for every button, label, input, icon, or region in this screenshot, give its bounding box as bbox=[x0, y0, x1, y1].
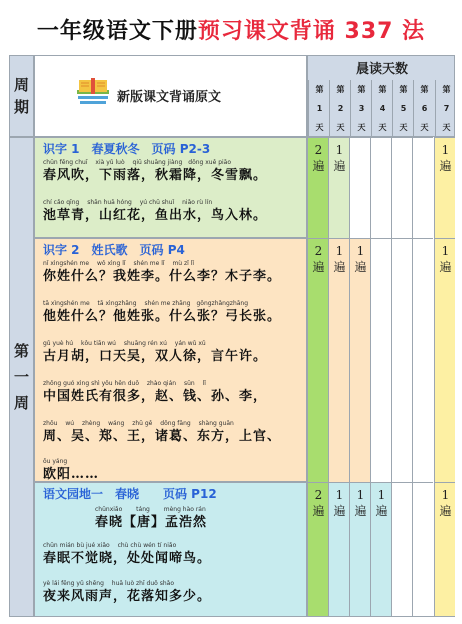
pinyin-line: chūn mián bù jué xiǎo chù chù wén tí niǎo bbox=[43, 542, 177, 549]
days-header-title: 晨读天数 bbox=[355, 62, 408, 77]
week-header bbox=[9, 55, 34, 137]
lesson-heading: 识字 2 姓氏歌 页码 P4 bbox=[43, 243, 185, 257]
day-2-cell bbox=[328, 137, 349, 238]
day-header-3-part: 天 bbox=[357, 123, 366, 132]
day-header-1-part: 1 bbox=[316, 104, 323, 113]
week-one-label bbox=[9, 137, 34, 617]
day-2-cell bbox=[328, 482, 349, 617]
text-line bbox=[43, 541, 211, 567]
lesson-heading: 识字 1 春夏秋冬 页码 P2-3 bbox=[43, 142, 211, 156]
day-header-6-part: 天 bbox=[420, 123, 429, 132]
day-header-7-part: 第 bbox=[442, 85, 451, 94]
pinyin-line: tā xìngshén me tā xìngzhāng shén me zhāng gōngzhǎngzhāng bbox=[43, 300, 249, 307]
text-line bbox=[43, 299, 281, 325]
text-column-title: 新版课文背诵原文 bbox=[117, 90, 222, 105]
text-line bbox=[43, 339, 267, 365]
repeat-count: 1 遍 bbox=[439, 244, 452, 274]
pinyin-line: ōu yáng bbox=[43, 458, 68, 465]
day-header-2-part: 2 bbox=[337, 104, 344, 113]
day-header-1 bbox=[308, 80, 330, 138]
day-7-cell bbox=[434, 238, 455, 482]
day-5-cell bbox=[391, 482, 412, 617]
day-2-cell bbox=[328, 238, 349, 482]
day-header-3-part: 3 bbox=[358, 104, 365, 113]
repeat-count: 1 遍 bbox=[333, 488, 346, 518]
hanzi-line: 池草青，山红花，鱼出水，鸟入林。 bbox=[43, 208, 268, 223]
text-line bbox=[43, 419, 281, 445]
day-3-cell bbox=[349, 482, 370, 617]
title-part1: 一年级语文下册 bbox=[36, 19, 198, 44]
week-header-char-1: 周 bbox=[13, 76, 29, 94]
day-header-7 bbox=[435, 80, 457, 138]
day-6-cell bbox=[412, 482, 433, 617]
day-3-cell bbox=[349, 137, 370, 238]
repeat-count: 1 遍 bbox=[439, 143, 452, 173]
title-part2: 预习课文背诵 337 法 bbox=[197, 19, 426, 44]
text-line bbox=[43, 379, 267, 405]
repeat-count: 2 遍 bbox=[312, 488, 325, 518]
day-header-5-part: 5 bbox=[400, 104, 407, 113]
pinyin-line: chūn fēng chuī xià yǔ luò qiū shuāng jiàng dōng xuě piāo bbox=[43, 159, 232, 166]
repeat-count: 2 遍 bbox=[312, 143, 325, 173]
schedule-table bbox=[9, 55, 455, 617]
pinyin-line: zhōu wú zhèng wáng zhū gě dōng fāng shàng guān bbox=[43, 420, 234, 427]
hanzi-line: 夜来风雨声，花落知多少。 bbox=[43, 589, 212, 604]
day-header-6-part: 6 bbox=[421, 104, 428, 113]
text-line bbox=[43, 259, 281, 285]
repeat-count: 1 遍 bbox=[333, 143, 346, 173]
day-header-3-part: 第 bbox=[357, 85, 366, 94]
day-3-cell bbox=[349, 238, 370, 482]
days-header bbox=[307, 55, 455, 137]
day-header-4 bbox=[371, 80, 393, 138]
repeat-count: 1 遍 bbox=[333, 244, 346, 274]
repeat-count: 2 遍 bbox=[312, 244, 325, 274]
lesson-block bbox=[34, 238, 307, 482]
day-4-cell bbox=[370, 482, 391, 617]
day-header-5 bbox=[392, 80, 414, 138]
day-header-6 bbox=[413, 80, 435, 138]
day-header-4-part: 4 bbox=[379, 104, 386, 113]
pinyin-line: zhōng guó xìng shì yǒu hěn duō zhào qián sūn lǐ bbox=[43, 380, 206, 387]
day-header-4-part: 第 bbox=[378, 85, 387, 94]
day-5-cell bbox=[391, 238, 412, 482]
pinyin-line: nǐ xìngshén me wǒ xìng lǐ shén me lǐ mù zǐ lǐ bbox=[43, 260, 195, 267]
day-header-2-part: 第 bbox=[336, 85, 345, 94]
lesson-heading: 语文园地一 春晓 页码 P12 bbox=[43, 487, 217, 501]
day-7-cell bbox=[434, 482, 455, 617]
text-line bbox=[43, 579, 211, 605]
day-header-5-part: 第 bbox=[399, 85, 408, 94]
day-1-cell bbox=[307, 482, 328, 617]
hanzi-line: 春风吹，下雨落，秋霜降，冬雪飘。 bbox=[43, 168, 268, 183]
week-side-char-2: 一 bbox=[13, 368, 29, 386]
day-header-1-part: 第 bbox=[315, 85, 324, 94]
day-4-cell bbox=[370, 238, 391, 482]
repeat-count: 1 遍 bbox=[439, 488, 452, 518]
day-header-1-part: 天 bbox=[315, 123, 324, 132]
day-header-4-part: 天 bbox=[378, 123, 387, 132]
day-6-cell bbox=[412, 238, 433, 482]
pinyin-line: chūnxiǎo táng mèng hào rán bbox=[95, 506, 206, 513]
page-title bbox=[0, 14, 462, 45]
week-side-char-3: 周 bbox=[13, 394, 29, 412]
hanzi-line: 古月胡，口天吴，双人徐，言午许。 bbox=[43, 349, 268, 364]
book-icon bbox=[75, 72, 111, 112]
week-header-char-2: 期 bbox=[13, 98, 29, 116]
hanzi-line: 他姓什么？他姓张。什么张？弓长张。 bbox=[43, 309, 282, 324]
repeat-count: 1 遍 bbox=[354, 488, 367, 518]
table-bottom-border bbox=[9, 616, 455, 617]
day-7-cell bbox=[434, 137, 455, 238]
day-header-2 bbox=[329, 80, 351, 138]
pinyin-line: chí cǎo qīng shān huā hóng yú chū shuǐ niǎo rù lín bbox=[43, 199, 213, 206]
day-header-6-part: 第 bbox=[420, 85, 429, 94]
day-header-3 bbox=[350, 80, 372, 138]
text-column-header bbox=[34, 55, 307, 137]
day-4-cell bbox=[370, 137, 391, 238]
day-1-cell bbox=[307, 137, 328, 238]
hanzi-line: 欧阳…… bbox=[43, 467, 100, 482]
text-line bbox=[95, 505, 207, 531]
pinyin-line: gǔ yuè hú kǒu tiān wú shuāng rén xú yán wǔ xǔ bbox=[43, 340, 206, 347]
week-side-char-1: 第 bbox=[13, 342, 29, 360]
text-line bbox=[43, 198, 267, 224]
hanzi-line: 春晓【唐】孟浩然 bbox=[95, 515, 208, 530]
pinyin-line: yè lái fēng yǔ shēng huā luò zhī duō shǎo bbox=[43, 580, 175, 587]
day-header-7-part: 天 bbox=[442, 123, 451, 132]
lesson-block bbox=[34, 482, 307, 617]
day-6-cell bbox=[412, 137, 433, 238]
repeat-count: 1 遍 bbox=[354, 244, 367, 274]
day-1-cell bbox=[307, 238, 328, 482]
hanzi-line: 你姓什么？我姓李。什么李？木子李。 bbox=[43, 269, 282, 284]
hanzi-line: 中国姓氏有很多，赵、钱、孙、李， bbox=[43, 389, 268, 404]
day-5-cell bbox=[391, 137, 412, 238]
hanzi-line: 周、吴、郑、王，诸葛、东方，上官、 bbox=[43, 429, 282, 444]
text-line bbox=[43, 457, 99, 483]
text-line bbox=[43, 158, 267, 184]
lesson-block bbox=[34, 137, 307, 238]
repeat-count: 1 遍 bbox=[375, 488, 388, 518]
hanzi-line: 春眠不觉晓，处处闻啼鸟。 bbox=[43, 551, 212, 566]
day-header-2-part: 天 bbox=[336, 123, 345, 132]
day-header-7-part: 7 bbox=[443, 104, 450, 113]
day-header-5-part: 天 bbox=[399, 123, 408, 132]
